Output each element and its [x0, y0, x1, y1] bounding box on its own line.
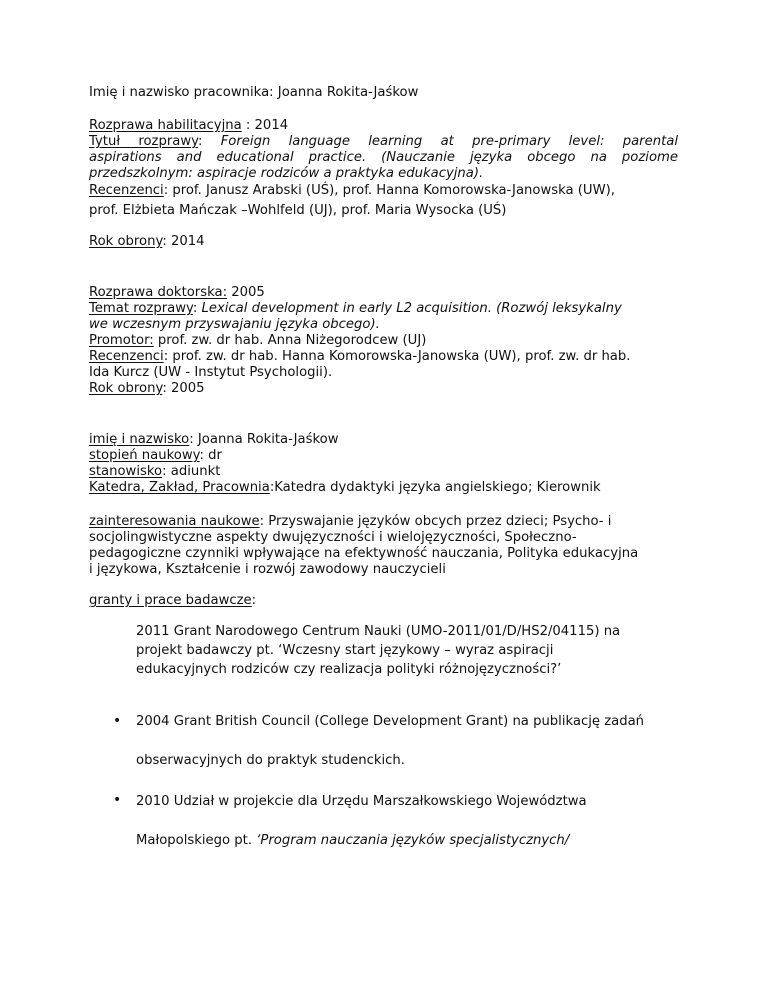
habilitation-label: Rozprawa habilitacyjna — [89, 118, 242, 133]
employee-name: Joanna Rokita-Jaśkow — [273, 85, 419, 100]
doctorate-topic-text-1: Lexical development in early L2 acquisition. (Rozwój leksykalny — [201, 301, 622, 316]
doctorate-reviewers-label: Recenzenci — [89, 349, 164, 364]
habilitation-reviewers-line-2: prof. Elżbieta Mańczak –Wohlfeld (UJ), prof. Maria Wysocka (UŚ) — [89, 203, 507, 218]
grant-item-3-prefix: Małopolskiego pt. — [136, 833, 257, 848]
profile-name-line — [89, 432, 338, 448]
grant-item-3-line-2 — [136, 833, 569, 849]
doctorate-reviewers-line-1 — [89, 349, 630, 365]
employee-line — [89, 85, 418, 101]
interests-text-1: : Przyswajanie języków obcych przez dzieci; Psycho- i — [259, 514, 612, 529]
doctorate-topic-label: Temat rozprawy — [89, 301, 193, 316]
grant-item-1-line-1: 2011 Grant Narodowego Centrum Nauki (UMO-2011/01/D/HS2/04115) na — [136, 624, 621, 639]
grants-label: granty i prace badawcze — [89, 593, 252, 608]
doctorate-topic-line-2: we wczesnym przyswajaniu języka obcego). — [89, 317, 380, 332]
grant-item-3-program-title: ‘Program nauczania języków specjalistycznych/ — [256, 833, 570, 848]
profile-unit-line — [89, 480, 601, 496]
habilitation-title-label: Tytuł rozprawy — [89, 134, 198, 149]
interests-line-1 — [89, 514, 611, 530]
habilitation-line — [89, 118, 288, 134]
habilitation-title-separator: : — [197, 134, 221, 149]
employee-label: Imię i nazwisko pracownika: — [89, 85, 274, 100]
profile-degree-label: stopień naukowy — [89, 448, 200, 463]
doctorate-topic-line-1 — [89, 301, 622, 317]
doctorate-defense-label: Rok obrony — [89, 381, 163, 396]
habilitation-reviewers-label: Recenzenci — [89, 183, 164, 198]
habilitation-reviewers-text-1: : prof. Janusz Arabski (UŚ), prof. Hanna Komorowska-Janowska (UW), — [163, 183, 615, 198]
doctorate-promoter-label: Promotor: — [89, 333, 154, 348]
habilitation-title-line-2: aspirations and educational practice. (Nauczanie języka obcego na poziome — [89, 150, 678, 165]
interests-line-4: i językowa, Kształcenie i rozwój zawodowy nauczycieli — [89, 562, 446, 577]
interests-line-2: socjolingwistyczne aspekty dwujęzyczności i wielojęzyczności, Społeczno- — [89, 530, 577, 545]
interests-label: zainteresowania naukowe — [89, 514, 260, 529]
interests-line-3: pedagogiczne czynniki wpływające na efektywność nauczania, Polityka edukacyjna — [89, 546, 639, 561]
grant-item-3-line-1: 2010 Udział w projekcie dla Urzędu Marszałkowskiego Województwa — [136, 794, 587, 809]
profile-unit-value: :Katedra dydaktyki języka angielskiego; Kierownik — [269, 480, 601, 495]
profile-position-label: stanowisko — [89, 464, 163, 479]
profile-degree-value: : dr — [199, 448, 222, 463]
grant-item-1-line-2: projekt badawczy pt. ‘Wczesny start językowy – wyraz aspiracji — [136, 643, 554, 658]
habilitation-year: : 2014 — [241, 118, 289, 133]
grant-item-1-line-3: edukacyjnych rodziców czy realizacja polityki różnojęzyczności?’ — [136, 662, 562, 677]
habilitation-defense-year: : 2014 — [162, 234, 205, 249]
habilitation-defense-line — [89, 234, 205, 250]
doctorate-defense-line — [89, 381, 205, 397]
grants-label-colon: : — [251, 593, 257, 608]
profile-unit-label: Katedra, Zakład, Pracownia — [89, 480, 270, 495]
bullet-icon: • — [113, 713, 122, 729]
habilitation-title-line-1 — [89, 134, 678, 150]
grant-item-2-line-2: obserwacyjnych do praktyk studenckich. — [136, 753, 405, 768]
doctorate-reviewers-text-1: : prof. zw. dr hab. Hanna Komorowska-Janowska (UW), prof. zw. dr hab. — [163, 349, 631, 364]
profile-name-value: : Joanna Rokita-Jaśkow — [189, 432, 339, 447]
habilitation-title-line-3: przedszkolnym: aspiracje rodziców a praktyka edukacyjna). — [89, 166, 484, 181]
profile-degree-line — [89, 448, 222, 464]
doctorate-label: Rozprawa doktorska: — [89, 285, 228, 300]
doctorate-promoter-line — [89, 333, 426, 349]
doctorate-promoter-name: prof. zw. dr hab. Anna Niżegorodcew (UJ) — [153, 333, 427, 348]
profile-position-value: : adiunkt — [162, 464, 221, 479]
habilitation-title-text-1: Foreign language learning at pre-primary level: parental — [220, 134, 678, 149]
habilitation-reviewers-line-1 — [89, 183, 615, 199]
profile-name-label: imię i nazwisko — [89, 432, 190, 447]
doctorate-year: 2005 — [227, 285, 265, 300]
doctorate-reviewers-line-2: Ida Kurcz (UW - Instytut Psychologii). — [89, 365, 333, 380]
grants-heading — [89, 593, 256, 609]
bullet-icon: • — [113, 792, 122, 808]
profile-position-line — [89, 464, 220, 480]
doctorate-defense-year: : 2005 — [162, 381, 205, 396]
habilitation-defense-label: Rok obrony — [89, 234, 163, 249]
doctorate-topic-separator: : — [192, 301, 202, 316]
doctorate-line — [89, 285, 265, 301]
grant-item-2-line-1: 2004 Grant British Council (College Development Grant) na publikację zadań — [136, 714, 645, 729]
